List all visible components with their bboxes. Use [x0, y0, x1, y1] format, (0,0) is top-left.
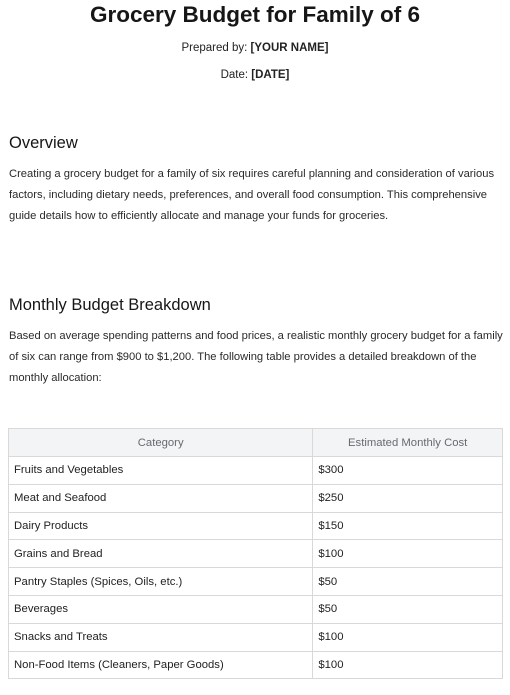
cost-cell: $50	[313, 595, 503, 623]
date-line	[0, 67, 510, 83]
category-cell: Fruits and Vegetables	[9, 457, 313, 485]
prepared-by-value: [YOUR NAME]	[250, 42, 329, 54]
table-header-row	[9, 429, 503, 457]
overview-heading: Overview	[9, 134, 78, 152]
category-cell: Pantry Staples (Spices, Oils, etc.)	[9, 568, 313, 596]
table-row	[9, 457, 503, 485]
budget-table	[8, 428, 503, 679]
date-value: [DATE]	[251, 69, 290, 81]
category-cell: Snacks and Treats	[9, 623, 313, 651]
budget-breakdown-paragraph: Based on average spending patterns and food prices, a realistic monthly grocery budget for a family of six can range from $900 to $1,200. The following table provides a detailed breakdown of the monthly allocation:	[9, 330, 503, 384]
cost-cell: $50	[313, 568, 503, 596]
table-row	[9, 595, 503, 623]
cost-cell: $300	[313, 457, 503, 485]
column-header-category: Category	[9, 429, 313, 457]
prepared-by-line	[0, 40, 510, 56]
table-row	[9, 651, 503, 679]
cost-cell: $100	[313, 623, 503, 651]
category-cell: Meat and Seafood	[9, 484, 313, 512]
column-header-cost: Estimated Monthly Cost	[313, 429, 503, 457]
cost-cell: $150	[313, 512, 503, 540]
cost-cell: $100	[313, 540, 503, 568]
category-cell: Beverages	[9, 595, 313, 623]
document-title: Grocery Budget for Family of 6	[89, 2, 421, 27]
table-row	[9, 568, 503, 596]
budget-breakdown-heading: Monthly Budget Breakdown	[9, 296, 211, 314]
table-row	[9, 512, 503, 540]
date-label: Date:	[220, 69, 249, 81]
cost-cell: $250	[313, 484, 503, 512]
table-row	[9, 623, 503, 651]
category-cell: Non-Food Items (Cleaners, Paper Goods)	[9, 651, 313, 679]
category-cell: Grains and Bread	[9, 540, 313, 568]
table-row	[9, 540, 503, 568]
prepared-by-label: Prepared by:	[181, 42, 248, 54]
overview-paragraph: Creating a grocery budget for a family of six requires careful planning and consideration of various factors, including dietary needs, preferences, and overall food consumption. This comprehensive guide details how to efficiently allocate and manage your funds for groceries.	[9, 168, 495, 222]
table-row	[9, 484, 503, 512]
cost-cell: $100	[313, 651, 503, 679]
category-cell: Dairy Products	[9, 512, 313, 540]
